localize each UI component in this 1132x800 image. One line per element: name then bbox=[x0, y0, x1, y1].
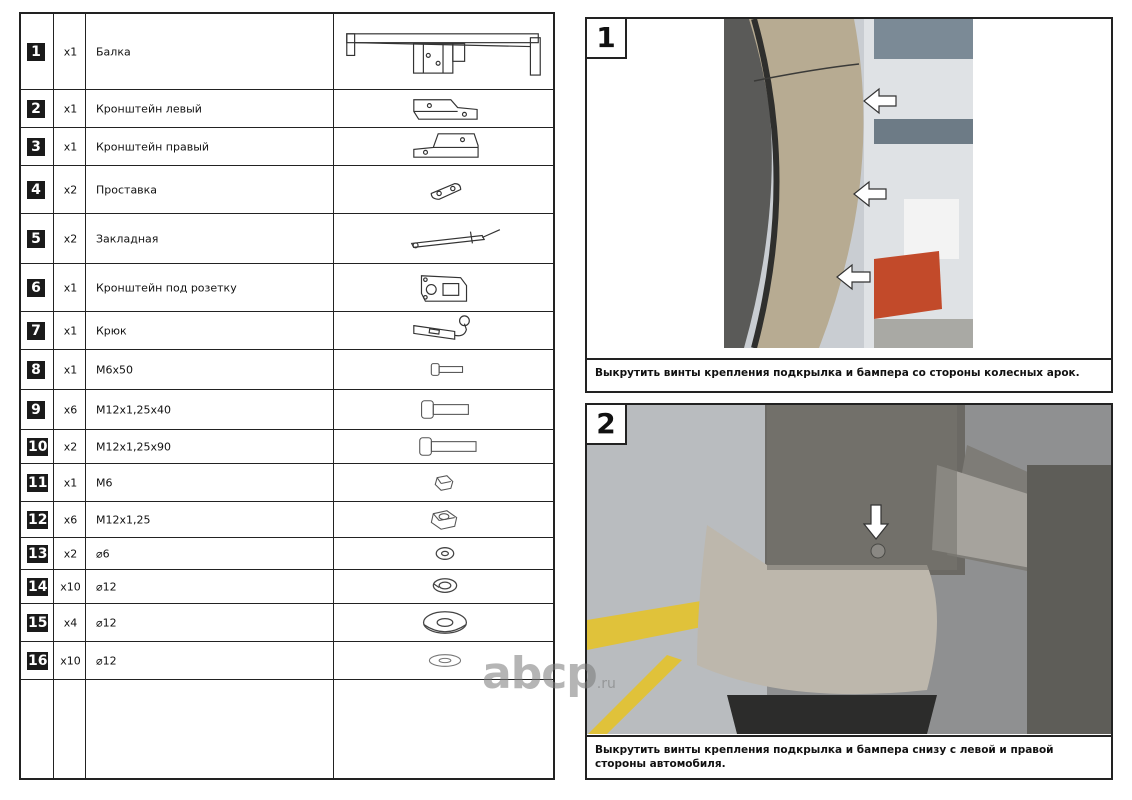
beam-icon bbox=[335, 14, 553, 89]
socket-bracket-icon bbox=[335, 264, 553, 311]
part-name: M6 bbox=[96, 476, 113, 489]
step-1-caption: Выкрутить винты крепления подкрылка и бампера со стороны колесных арок. bbox=[587, 358, 1111, 397]
step-number: 1 bbox=[587, 19, 627, 59]
bolt-small-icon bbox=[335, 350, 553, 389]
part-row-1 bbox=[21, 14, 553, 90]
step-2-panel bbox=[585, 403, 1113, 780]
part-number: 12 bbox=[28, 511, 48, 528]
bracket-right-icon bbox=[335, 128, 553, 165]
part-qty: x1 bbox=[63, 45, 78, 58]
part-number: 8 bbox=[27, 361, 45, 379]
watermark-suffix: .ru bbox=[596, 676, 616, 692]
part-qty: x1 bbox=[63, 324, 78, 337]
part-qty: x1 bbox=[63, 102, 78, 115]
part-row-13 bbox=[21, 538, 553, 570]
part-name: Кронштейн левый bbox=[96, 102, 202, 115]
step-1-panel bbox=[585, 17, 1113, 393]
step-number: 2 bbox=[587, 405, 627, 445]
part-name: M12x1,25x40 bbox=[96, 403, 171, 416]
part-name: M12x1,25 bbox=[96, 513, 151, 526]
part-number: 10 bbox=[28, 438, 48, 455]
parts-table bbox=[19, 12, 555, 780]
part-qty: x2 bbox=[63, 440, 78, 453]
part-name: Крюк bbox=[96, 324, 127, 337]
part-qty: x6 bbox=[63, 513, 78, 526]
part-row-9 bbox=[21, 390, 553, 430]
part-qty: x2 bbox=[63, 547, 78, 560]
part-row-3 bbox=[21, 128, 553, 166]
part-number: 9 bbox=[27, 401, 45, 419]
part-name: M6x50 bbox=[96, 363, 133, 376]
step-2-caption: Выкрутить винты крепления подкрылка и бампера снизу с левой и правой стороны автомобиля. bbox=[587, 735, 1111, 784]
part-name: ⌀12 bbox=[96, 580, 117, 593]
nut-large-icon bbox=[335, 502, 553, 537]
part-row-14 bbox=[21, 570, 553, 604]
part-name: Проставка bbox=[96, 183, 158, 196]
part-number: 13 bbox=[28, 545, 48, 562]
part-row-12 bbox=[21, 502, 553, 538]
part-row-8 bbox=[21, 350, 553, 390]
part-number: 7 bbox=[27, 322, 45, 340]
part-name: Закладная bbox=[96, 232, 159, 245]
part-number: 11 bbox=[28, 474, 48, 491]
part-name: Кронштейн под розетку bbox=[96, 281, 237, 294]
part-number: 14 bbox=[28, 578, 48, 595]
part-row-6 bbox=[21, 264, 553, 312]
part-qty: x10 bbox=[60, 580, 81, 593]
bracket-left-icon bbox=[335, 90, 553, 127]
part-row-10 bbox=[21, 430, 553, 464]
wide-washer-icon bbox=[335, 604, 553, 641]
part-qty: x1 bbox=[63, 281, 78, 294]
part-name: Кронштейн правый bbox=[96, 140, 210, 153]
part-row-2 bbox=[21, 90, 553, 128]
part-qty: x2 bbox=[63, 183, 78, 196]
wheel-arch-photo bbox=[724, 19, 973, 348]
underbody-photo bbox=[587, 405, 1111, 734]
watermark-logo bbox=[482, 648, 616, 699]
part-row-11 bbox=[21, 464, 553, 502]
part-row-7 bbox=[21, 312, 553, 350]
bolt-long-icon bbox=[335, 430, 553, 463]
part-name: ⌀6 bbox=[96, 547, 110, 560]
part-number: 15 bbox=[28, 614, 48, 631]
part-qty: x2 bbox=[63, 232, 78, 245]
part-row-4 bbox=[21, 166, 553, 214]
part-name: ⌀12 bbox=[96, 616, 117, 629]
nut-small-icon bbox=[335, 464, 553, 501]
part-number: 3 bbox=[27, 138, 45, 156]
part-row-5 bbox=[21, 214, 553, 264]
watermark-text: abcp bbox=[482, 648, 597, 699]
part-number: 1 bbox=[27, 43, 45, 61]
part-name: M12x1,25x90 bbox=[96, 440, 171, 453]
part-qty: x1 bbox=[63, 140, 78, 153]
part-name: Балка bbox=[96, 45, 131, 58]
bolt-medium-icon bbox=[335, 390, 553, 429]
embedded-plate-icon bbox=[335, 214, 553, 263]
part-number: 16 bbox=[28, 652, 48, 669]
part-row-16 bbox=[21, 642, 553, 680]
part-number: 5 bbox=[27, 230, 45, 248]
part-number: 2 bbox=[27, 100, 45, 118]
part-row-15 bbox=[21, 604, 553, 642]
part-number: 4 bbox=[27, 181, 45, 199]
part-qty: x1 bbox=[63, 363, 78, 376]
part-qty: x4 bbox=[63, 616, 78, 629]
spring-washer-icon bbox=[335, 570, 553, 603]
part-qty: x6 bbox=[63, 403, 78, 416]
part-number: 6 bbox=[27, 279, 45, 297]
part-qty: x1 bbox=[63, 476, 78, 489]
part-name: ⌀12 bbox=[96, 654, 117, 667]
part-qty: x10 bbox=[60, 654, 81, 667]
washer-small-icon bbox=[335, 538, 553, 569]
hook-icon bbox=[335, 312, 553, 349]
spacer-icon bbox=[335, 166, 553, 213]
